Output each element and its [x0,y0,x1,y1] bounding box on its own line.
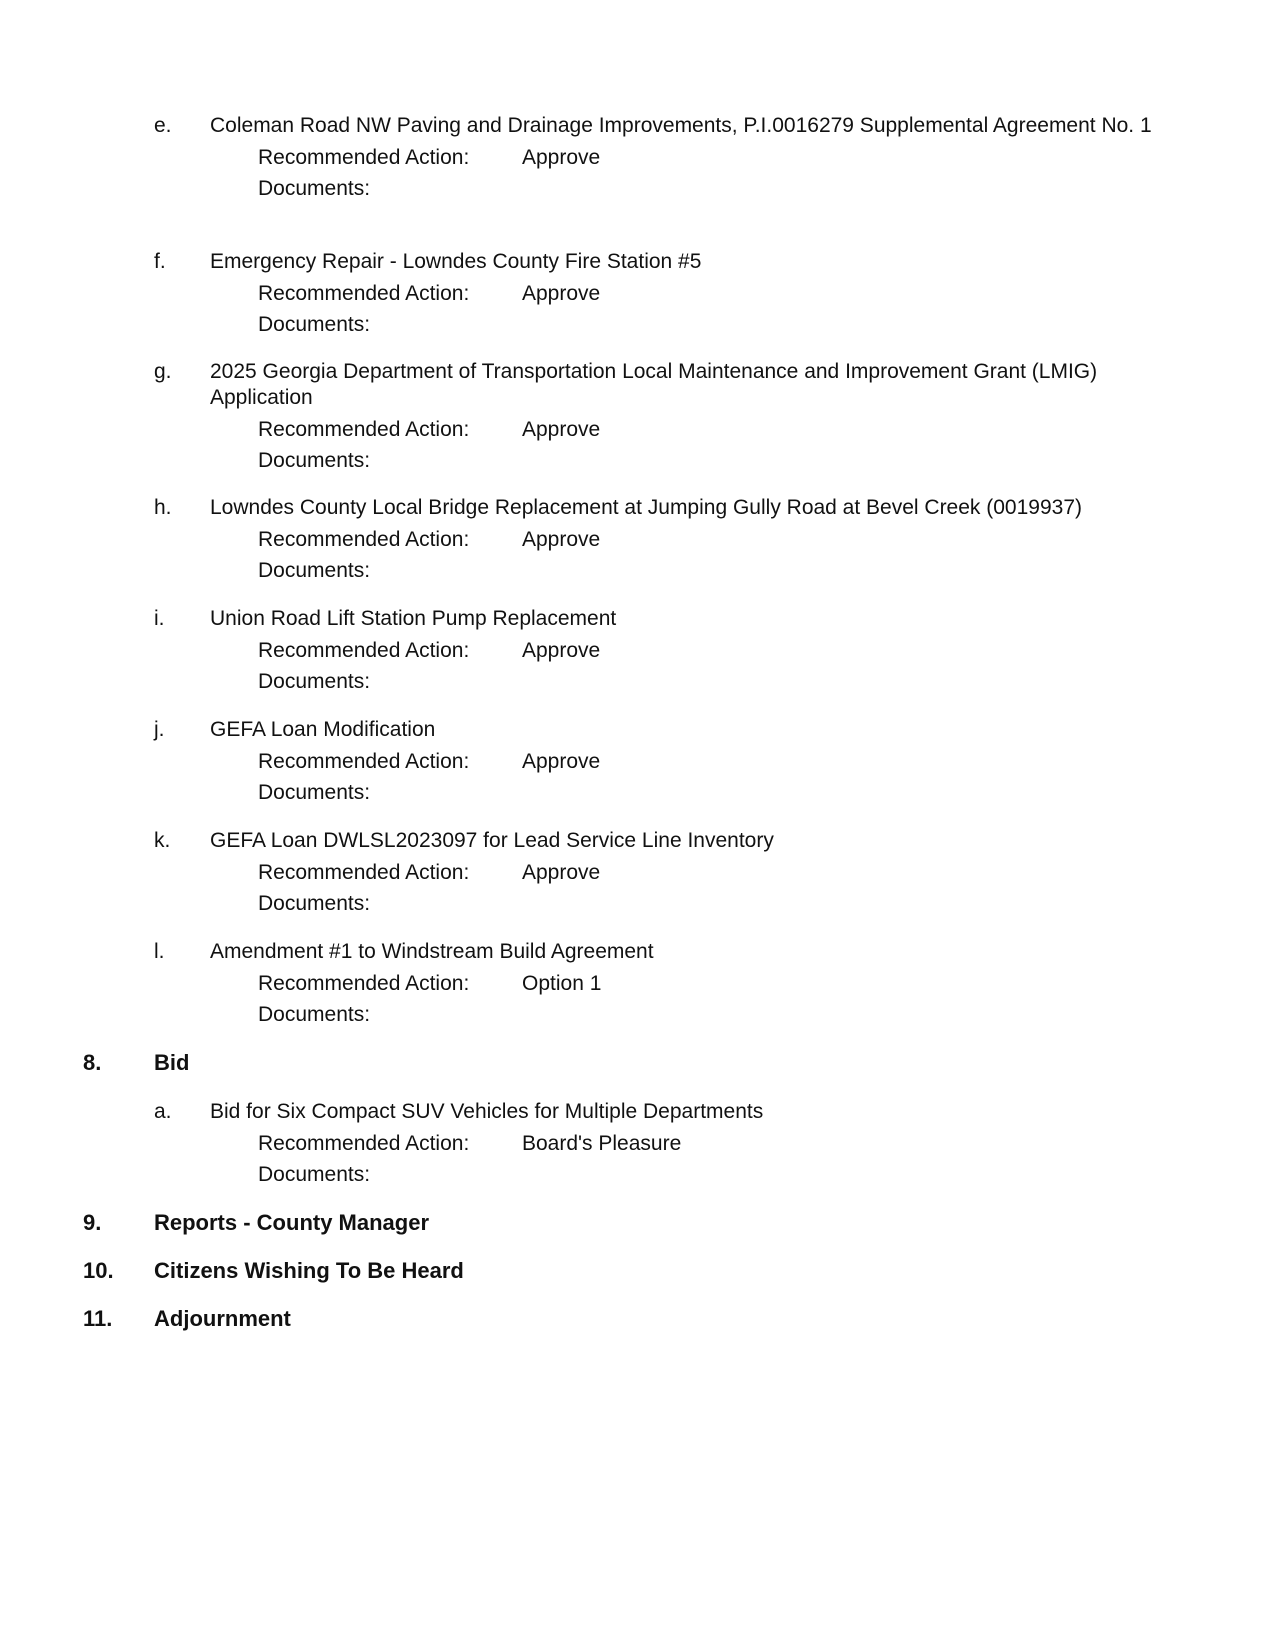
item-letter: f. [154,250,166,273]
agenda-item-j [0,717,1275,808]
documents-label: Documents: [258,559,371,582]
item-letter: j. [154,718,165,741]
item-letter: k. [154,829,171,852]
recommended-action-row [258,142,1275,173]
item-title: Lowndes County Local Bridge Replacement at Jumping Gully Road at Bevel Creek (0019937) [210,496,1082,519]
recommended-action-row [258,524,1275,555]
recommended-action-value: Option 1 [522,972,602,995]
documents-row [258,777,1275,808]
recommended-action-label: Recommended Action: [258,750,470,773]
recommended-action-value: Approve [522,146,601,169]
item-title: Emergency Repair - Lowndes County Fire Station #5 [210,250,702,273]
recommended-action-value: Approve [522,639,601,662]
section-title: Adjournment [154,1306,291,1331]
item-letter: e. [154,114,172,137]
recommended-action-row [258,746,1275,777]
documents-label: Documents: [258,449,371,472]
recommended-action-row [258,1128,1275,1159]
recommended-action-row [258,278,1275,309]
documents-row [258,173,1275,204]
documents-row [258,309,1275,340]
documents-row [258,445,1275,476]
recommended-action-value: Board's Pleasure [522,1132,682,1155]
item-letter: i. [154,607,165,630]
recommended-action-value: Approve [522,418,601,441]
item-letter: a. [154,1100,172,1123]
recommended-action-label: Recommended Action: [258,972,470,995]
section-title: Citizens Wishing To Be Heard [154,1258,464,1283]
recommended-action-label: Recommended Action: [258,528,470,551]
section-number: 8. [83,1050,102,1075]
recommended-action-label: Recommended Action: [258,861,470,884]
documents-label: Documents: [258,1163,371,1186]
recommended-action-value: Approve [522,861,601,884]
recommended-action-value: Approve [522,528,601,551]
documents-row [258,555,1275,586]
recommended-action-value: Approve [522,750,601,773]
agenda-item-e [0,113,1275,204]
item-letter: l. [154,940,165,963]
documents-label: Documents: [258,313,371,336]
item-title: GEFA Loan DWLSL2023097 for Lead Service Line Inventory [210,829,774,852]
recommended-action-row [258,414,1275,445]
documents-label: Documents: [258,781,371,804]
agenda-item-h [0,495,1275,586]
documents-row [258,888,1275,919]
documents-row [258,1159,1275,1190]
item-letter: g. [154,360,172,383]
item-title: Union Road Lift Station Pump Replacement [210,607,617,630]
section-number: 10. [83,1258,114,1283]
recommended-action-label: Recommended Action: [258,1132,470,1155]
section-title: Bid [154,1050,190,1075]
agenda-item-i [0,606,1275,697]
recommended-action-label: Recommended Action: [258,639,470,662]
item-title: Coleman Road NW Paving and Drainage Improvements, P.I.0016279 Supplemental Agreement No. 1 [210,114,1152,137]
documents-label: Documents: [258,1003,371,1026]
documents-label: Documents: [258,177,371,200]
item-title: Bid for Six Compact SUV Vehicles for Multiple Departments [210,1100,764,1123]
item-letter: h. [154,496,172,519]
item-title: Amendment #1 to Windstream Build Agreement [210,940,654,963]
section-number: 11. [83,1306,113,1331]
recommended-action-row [258,968,1275,999]
recommended-action-label: Recommended Action: [258,282,470,305]
section-number: 9. [83,1210,102,1235]
agenda-item-k [0,828,1275,919]
agenda-item-bid-a [0,1099,1275,1190]
section-title: Reports - County Manager [154,1210,430,1235]
agenda-item-g [0,359,1275,476]
agenda-item-f [0,249,1275,340]
documents-row [258,999,1275,1030]
recommended-action-row [258,857,1275,888]
item-title: 2025 Georgia Department of Transportation Local Maintenance and Improvement Grant (LMIG) Application [210,360,1098,409]
recommended-action-label: Recommended Action: [258,146,470,169]
documents-label: Documents: [258,892,371,915]
item-title: GEFA Loan Modification [210,718,436,741]
recommended-action-label: Recommended Action: [258,418,470,441]
documents-label: Documents: [258,670,371,693]
documents-row [258,666,1275,697]
recommended-action-value: Approve [522,282,601,305]
agenda-item-l [0,939,1275,1030]
recommended-action-row [258,635,1275,666]
